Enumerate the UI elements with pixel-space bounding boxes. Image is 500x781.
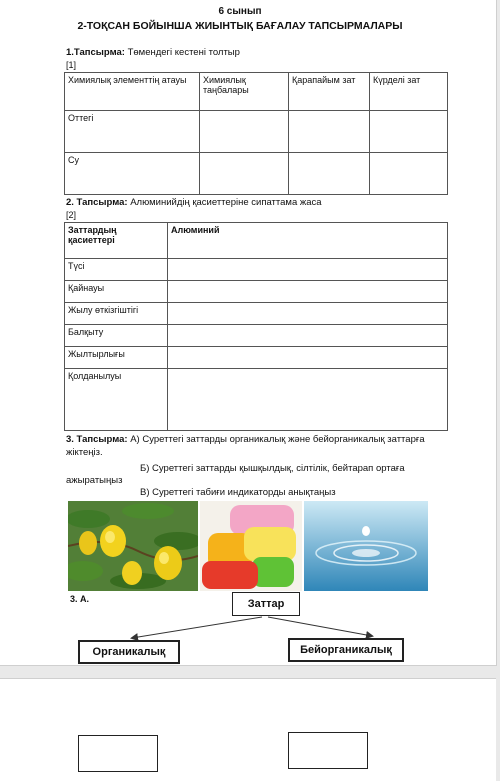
arrow-left (132, 617, 262, 638)
answer-cell[interactable] (200, 153, 289, 195)
table-header-cell: Күрделі зат (370, 73, 448, 111)
arrow-right (268, 617, 372, 636)
empty-answer-box[interactable] (288, 732, 368, 769)
task1-text: Төмендегі кестені толтыр (124, 47, 240, 58)
page-title: 2-ТОҚСАН БОЙЫНША ЖИЫНТЫҚ БАҒАЛАУ ТАПСЫРМАЛАРЫ (77, 20, 403, 32)
table-row (65, 347, 448, 369)
table-row (65, 111, 448, 153)
task2-label: 2. Тапсырма: (66, 197, 128, 208)
task2-text: Алюминийдің қасиеттеріне сипаттама жаса (127, 197, 322, 208)
element-cell: Оттегі (65, 111, 200, 153)
diagram-arrows (0, 600, 496, 650)
table-header-row (65, 73, 448, 111)
property-cell: Түсі (65, 259, 168, 281)
answer-cell[interactable] (200, 111, 289, 153)
table-header-cell: Химиялық таңбалары (200, 73, 289, 111)
table-row (65, 369, 448, 431)
answer-cell[interactable] (168, 281, 448, 303)
property-cell: Балқыту (65, 325, 168, 347)
property-cell: Қайнауы (65, 281, 168, 303)
answer-cell[interactable] (370, 153, 448, 195)
property-cell: Жылу өткізгіштігі (65, 303, 168, 325)
task3-line-c: В) Суреттегі табиғи индикаторды анықтаңыз (140, 487, 336, 498)
answer-cell[interactable] (168, 369, 448, 431)
task1-heading (66, 47, 240, 58)
answer-cell[interactable] (168, 259, 448, 281)
table-row (65, 259, 448, 281)
grade-label: 6 сынып (218, 6, 262, 17)
task3-line-b: Б) Суреттегі заттарды қышқылдық, сілтілік, бейтарап ортаға (140, 463, 405, 474)
empty-answer-box[interactable] (78, 735, 158, 772)
task3-text-a: А) Суреттегі заттарды органикалық және бейорганикалық заттарға (127, 434, 425, 445)
table-header-cell: Алюминий (168, 223, 448, 259)
table-header-cell: Химиялық элементтің атауы (65, 73, 200, 111)
lemon-tree-photo (68, 501, 198, 591)
task1-label: 1.Тапсырма: (66, 47, 125, 58)
table-row (65, 281, 448, 303)
answer-cell[interactable] (289, 153, 370, 195)
table-header-cell: Қарапайым зат (289, 73, 370, 111)
table-header-row (65, 223, 448, 259)
table-row (65, 153, 448, 195)
task3-line-a2: жіктеңіз. (66, 447, 103, 458)
water-drop-photo (304, 501, 428, 591)
organic-box: Органикалық (78, 640, 180, 664)
table-row (65, 325, 448, 347)
table-header-cell: Заттардың қасиеттері (65, 223, 168, 259)
inorganic-box: Бейорганикалық (288, 638, 404, 662)
answer-cell[interactable] (168, 347, 448, 369)
task3a-label: 3. А. (70, 594, 90, 604)
task2-heading (66, 197, 322, 208)
worksheet-page-2 (0, 678, 496, 781)
property-cell: Қолданылуы (65, 369, 168, 431)
soap-bars-photo (200, 501, 302, 591)
table-row (65, 303, 448, 325)
task1-table (64, 72, 448, 195)
answer-cell[interactable] (370, 111, 448, 153)
diagram-root-box: Заттар (232, 592, 300, 616)
answer-cell[interactable] (168, 303, 448, 325)
answer-cell[interactable] (168, 325, 448, 347)
task3-label: 3. Тапсырма: (66, 434, 128, 445)
element-cell: Су (65, 153, 200, 195)
task1-points: [1] (66, 60, 77, 70)
answer-cell[interactable] (289, 111, 370, 153)
task2-table (64, 222, 448, 431)
property-cell: Жылтырлығы (65, 347, 168, 369)
task2-points: [2] (66, 210, 77, 220)
task3-line-a (66, 434, 425, 445)
task3-line-b2: ажыратыңыз (66, 475, 123, 486)
